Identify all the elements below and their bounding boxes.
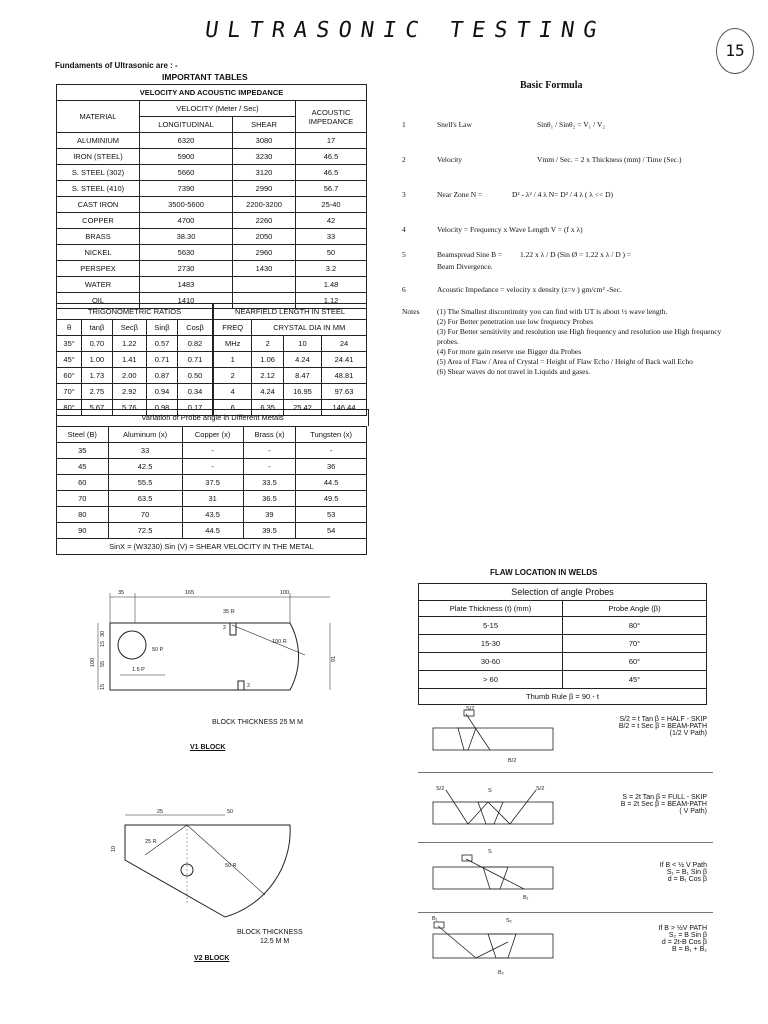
col-freq: FREQ	[214, 320, 252, 336]
note-item: (1) The Smallest discontinuity you can find with UT is about ½ wave length.	[437, 307, 668, 316]
table-cell: 25-40	[296, 197, 367, 213]
v1-dim: 15	[100, 640, 106, 647]
table-row	[57, 523, 367, 539]
table-row	[57, 459, 367, 475]
table-cell: 53	[296, 507, 367, 523]
table-cell: 0.17	[178, 400, 213, 416]
diagram-label: S₂	[506, 918, 512, 924]
table-cell: 39	[243, 507, 296, 523]
table-cell: 70°	[57, 384, 82, 400]
table-cell: 2050	[233, 229, 296, 245]
column-header: Copper (x)	[182, 427, 243, 443]
skip-line: (1/2 V Path)	[669, 730, 707, 737]
col-probe-angle: Probe Angle (β)	[563, 601, 707, 617]
diagram-label: S	[488, 849, 492, 855]
v2-dim: 50	[227, 809, 234, 815]
table-cell: 5.76	[112, 400, 146, 416]
probe-angle-header-row	[57, 427, 367, 443]
table-cell: 33	[296, 229, 367, 245]
col-shear: SHEAR	[233, 117, 296, 133]
table-cell: 4700	[140, 213, 233, 229]
table-cell: 80	[57, 507, 109, 523]
column-header: Steel (B)	[57, 427, 109, 443]
beyond-half-v-diagram	[428, 912, 568, 982]
formula-number: 4	[402, 225, 406, 234]
half-skip-formula	[582, 716, 707, 737]
table-cell: 2990	[233, 181, 296, 197]
table-cell: 2260	[233, 213, 296, 229]
table-cell: CAST IRON	[57, 197, 140, 213]
table-row	[57, 384, 213, 400]
table-cell: 54	[296, 523, 367, 539]
important-tables-heading: IMPORTANT TABLES	[162, 72, 248, 82]
table-cell: -	[182, 443, 243, 459]
v1-dim: 15	[100, 683, 106, 690]
full-skip-diagram	[428, 780, 568, 835]
note-item: (2) For Better penetration use low frequency Probes	[437, 317, 593, 326]
table-row	[214, 384, 367, 400]
table-cell: 70	[57, 491, 109, 507]
table-cell: S. STEEL (302)	[57, 165, 140, 181]
col-velocity: VELOCITY (Meter / Sec)	[140, 101, 296, 117]
col-plate-thickness: Plate Thickness (t) (mm)	[419, 601, 563, 617]
table-cell: 16.95	[283, 384, 321, 400]
table-cell: 56.7	[296, 181, 367, 197]
full-skip-formula	[582, 794, 707, 815]
v2-dim: 50 R	[225, 863, 237, 869]
table-cell: 39.5	[243, 523, 296, 539]
formula-number: 1	[402, 120, 406, 129]
table-row	[57, 261, 367, 277]
column-header: Tungsten (x)	[296, 427, 367, 443]
note-item: (3) For Better sensitivity and resolution use High frequency and resolution use High frequency probes.	[437, 327, 722, 346]
table-cell: 1.73	[82, 368, 112, 384]
table-cell	[233, 277, 296, 293]
velocity-table	[56, 84, 367, 309]
skip-line: ( V Path)	[679, 808, 707, 815]
v2-dim: 25 R	[145, 839, 157, 845]
table-cell: 80°	[57, 400, 82, 416]
table-cell: 42	[296, 213, 367, 229]
table-cell: -	[296, 443, 367, 459]
formula-list	[402, 112, 732, 312]
table-cell: 6	[214, 400, 252, 416]
formula-label: Velocity = Frequency x Wave Length V = (f x λ)	[437, 225, 583, 234]
skip-line: If B < ½ V Path	[659, 862, 707, 869]
v1-dim: 30	[100, 630, 106, 637]
v1-dim: 91	[331, 655, 337, 662]
col-material: MATERIAL	[57, 101, 140, 133]
table-row	[214, 368, 367, 384]
table-row	[57, 229, 367, 245]
v1-dim: 100	[280, 590, 290, 596]
v2-thickness-value: 12.5 M M	[260, 938, 290, 945]
table-cell: 0.82	[178, 336, 213, 352]
diagram-label: B₂	[498, 970, 504, 976]
table-cell: 42.5	[108, 459, 182, 475]
table-cell: 0.98	[146, 400, 177, 416]
page-number-mark: 15	[716, 28, 754, 74]
diagram-label: S/2	[466, 706, 475, 712]
table-cell: 5660	[140, 165, 233, 181]
v2-thickness: BLOCK THICKNESS	[237, 929, 303, 936]
v1-dim: 165	[185, 590, 195, 596]
table-cell: 3.2	[296, 261, 367, 277]
table-cell: 5900	[140, 149, 233, 165]
col-dia-24: 24	[322, 336, 367, 352]
table-cell: 33.5	[243, 475, 296, 491]
table-cell: 7390	[140, 181, 233, 197]
table-cell: 48.81	[322, 368, 367, 384]
table-cell: 43.5	[182, 507, 243, 523]
note-item: (4) For more gain reserve use Bigger dia Probes	[437, 347, 582, 356]
table-cell: -	[243, 443, 296, 459]
table-cell: 0.70	[82, 336, 112, 352]
v1-dim: 100	[90, 657, 96, 667]
table-row	[57, 507, 367, 523]
table-cell: 63.5	[108, 491, 182, 507]
table-cell: 0.50	[178, 368, 213, 384]
nearfield-table	[213, 303, 367, 416]
formula-expression: Sinθ₁ / Sinθ₂ = V₁ / V₂	[537, 120, 605, 129]
formula-expression: D² - λ² / 4 λ N= D² / 4 λ ( λ << D)	[512, 190, 614, 199]
table-row	[57, 133, 367, 149]
table-cell: 50	[296, 245, 367, 261]
beyond-half-v-formula	[582, 925, 707, 953]
basic-formula-title: Basic Formula	[520, 80, 583, 91]
table-cell: > 60	[419, 671, 563, 689]
diagram-label: S	[488, 788, 492, 794]
formula-expression: Vmm / Sec. = 2 x Thickness (mm) / Time (Sec.)	[537, 155, 682, 164]
divider	[418, 842, 713, 843]
notes-label: Notes	[402, 307, 420, 316]
table-cell: 0.71	[146, 352, 177, 368]
table-cell: 45°	[563, 671, 707, 689]
table-cell: 36.5	[243, 491, 296, 507]
skip-line: B/2 = t Sec β = BEAM-PATH	[618, 723, 707, 730]
half-skip-diagram	[428, 706, 568, 766]
table-cell: 45	[57, 459, 109, 475]
table-cell: 2960	[233, 245, 296, 261]
angle-probe-table-title: Selection of angle Probes	[419, 584, 707, 601]
trig-table	[56, 303, 213, 416]
table-cell: 30-60	[419, 653, 563, 671]
table-cell: PERSPEX	[57, 261, 140, 277]
velocity-table-title: VELOCITY AND ACOUSTIC IMPEDANCE	[57, 85, 367, 101]
diagram-label: S/2	[436, 786, 445, 792]
skip-line: B = B₁ + B₂	[671, 946, 707, 953]
column-header: Cosβ	[178, 320, 213, 336]
v2-dim: 10	[111, 845, 117, 852]
flaw-location-title: FLAW LOCATION IN WELDS	[490, 568, 598, 577]
table-cell: 36	[296, 459, 367, 475]
table-row	[419, 653, 707, 671]
column-header: Sinβ	[146, 320, 177, 336]
diagram-label: B/2	[508, 758, 517, 764]
table-cell: 2730	[140, 261, 233, 277]
col-dia-10: 10	[283, 336, 321, 352]
v1-dim: 35	[118, 590, 125, 596]
table-cell: 2200-3200	[233, 197, 296, 213]
formula-label: Snell's Law	[437, 120, 472, 129]
table-cell: 2.75	[82, 384, 112, 400]
formula-expression: 1.22 x λ / D (Sin Ø = 1.22 x λ / D ) =	[520, 250, 632, 259]
table-cell: 45°	[57, 352, 82, 368]
skip-line: If B > ½V PATH	[658, 925, 707, 932]
table-cell: OIL	[57, 293, 140, 309]
v1-block-drawing	[90, 585, 360, 710]
col-longitudinal: LONGITUDINAL	[140, 117, 233, 133]
table-cell: 46.5	[296, 165, 367, 181]
table-cell: WATER	[57, 277, 140, 293]
divider	[418, 772, 713, 773]
table-row	[57, 245, 367, 261]
col-impedance: ACOUSTIC IMPEDANCE	[296, 101, 367, 133]
diagram-label: B₁	[432, 916, 438, 922]
notes-list	[437, 307, 727, 377]
trig-table-title: TRIGONOMETRIC RATIOS	[57, 304, 213, 320]
v1-dim: 100 R	[272, 639, 287, 645]
table-cell: 0.34	[178, 384, 213, 400]
table-cell: 3120	[233, 165, 296, 181]
probe-angle-table	[56, 426, 367, 555]
table-row	[57, 443, 367, 459]
nearfield-table-title: NEARFIELD LENGTH IN STEEL	[214, 304, 367, 320]
table-cell: 70	[108, 507, 182, 523]
table-cell: 5630	[140, 245, 233, 261]
v1-dim: 55	[100, 660, 106, 667]
formula-label: Beam Divergence.	[437, 262, 493, 271]
skip-line: S₁ = B₁ Sin β	[666, 869, 707, 876]
table-cell: 15-30	[419, 635, 563, 653]
column-header: tanβ	[82, 320, 112, 336]
formula-number: 5	[402, 250, 406, 259]
table-row	[57, 197, 367, 213]
table-cell: 6.35	[252, 400, 283, 416]
table-cell: 0.57	[146, 336, 177, 352]
table-cell: 1483	[140, 277, 233, 293]
fundamentals-heading: Fundaments of Ultrasonic are : -	[55, 61, 178, 70]
note-item: (6) Shear waves do not travel in Liquids and gases.	[437, 367, 591, 376]
table-cell: 2	[214, 368, 252, 384]
v2-block-drawing	[105, 805, 305, 925]
table-row	[57, 475, 367, 491]
partial-v-formula	[582, 862, 707, 883]
col-dia-2: 2	[252, 336, 283, 352]
formula-label: Beamspread Sine B =	[437, 250, 503, 259]
table-cell: 8.47	[283, 368, 321, 384]
table-cell: 33	[108, 443, 182, 459]
table-row	[419, 635, 707, 653]
thumb-rule: Thumb Rule β = 90 - t	[419, 689, 707, 705]
table-cell: COPPER	[57, 213, 140, 229]
col-crystal: CRYSTAL DIA IN MM	[252, 320, 367, 336]
table-row	[57, 368, 213, 384]
table-cell: -	[182, 459, 243, 475]
table-cell: 4	[214, 384, 252, 400]
diagram-label: B₁	[523, 895, 529, 901]
table-cell: 80°	[563, 617, 707, 635]
skip-line: S₂ = B Sin β	[668, 932, 707, 939]
table-row	[57, 336, 213, 352]
table-row	[57, 181, 367, 197]
table-row	[57, 165, 367, 181]
v1-dim: 1.5 P	[132, 667, 145, 673]
trig-header-row	[57, 320, 213, 336]
partial-v-diagram	[428, 845, 568, 905]
v1-dim: 2	[247, 683, 251, 689]
table-cell: 6320	[140, 133, 233, 149]
probe-angle-footer: SinX = (W3230) Sin (V) = SHEAR VELOCITY IN THE METAL	[57, 539, 367, 555]
v1-dim: 35 R	[223, 609, 235, 615]
table-cell: 55.5	[108, 475, 182, 491]
table-cell: 35°	[57, 336, 82, 352]
table-row	[214, 352, 367, 368]
table-cell: 4.24	[252, 384, 283, 400]
column-header: Aluminum (x)	[108, 427, 182, 443]
table-cell: 44.5	[182, 523, 243, 539]
v1-dim: 50 P	[152, 647, 164, 653]
formula-number: 3	[402, 190, 406, 199]
table-cell: 70°	[563, 635, 707, 653]
table-cell: 72.5	[108, 523, 182, 539]
formula-number: 6	[402, 285, 406, 294]
table-cell: IRON (STEEL)	[57, 149, 140, 165]
table-cell: -	[243, 459, 296, 475]
table-cell: 4.24	[283, 352, 321, 368]
table-cell: 2.00	[112, 368, 146, 384]
table-cell: 38.30	[140, 229, 233, 245]
table-row	[57, 491, 367, 507]
table-cell: 31	[182, 491, 243, 507]
table-cell: 49.5	[296, 491, 367, 507]
column-header: Secβ	[112, 320, 146, 336]
table-cell: 1.48	[296, 277, 367, 293]
skip-line: S/2 = t Tan β = HALF - SKIP	[619, 716, 707, 723]
formula-label: Velocity	[437, 155, 462, 164]
table-cell: 97.63	[322, 384, 367, 400]
table-cell: 5-15	[419, 617, 563, 635]
table-cell: 0.87	[146, 368, 177, 384]
skip-line: d = B₁ Cos β	[667, 876, 707, 883]
table-cell: 3080	[233, 133, 296, 149]
table-cell: 17	[296, 133, 367, 149]
table-cell: 1.41	[112, 352, 146, 368]
table-cell: 35	[57, 443, 109, 459]
note-item: (5) Area of Flaw / Area of Crystal = Height of Flaw Echo / Height of Back wall Echo	[437, 357, 693, 366]
v2-block-label: V2 BLOCK	[194, 955, 230, 962]
table-cell: 60°	[57, 368, 82, 384]
col-unit: MHz	[214, 336, 252, 352]
table-cell: 3500-5600	[140, 197, 233, 213]
probe-angle-title: Variation of Probe angle in Different Metals	[56, 409, 369, 426]
skip-line: B = 2t Sec β = BEAM-PATH	[620, 801, 707, 808]
v1-dim: 2	[223, 625, 227, 631]
table-cell: 60°	[563, 653, 707, 671]
formula-label: Acoustic Impedance = velocity x density (z=v ) gm/cm² -Sec.	[437, 285, 622, 294]
skip-line: d = 2t-B Cos β	[661, 939, 707, 946]
table-cell: 3230	[233, 149, 296, 165]
table-row	[419, 617, 707, 635]
table-row	[57, 277, 367, 293]
v2-dim: 25	[157, 809, 164, 815]
skip-line: S = 2t Tan β = FULL - SKIP	[622, 794, 707, 801]
table-cell: BRASS	[57, 229, 140, 245]
table-cell: 1	[214, 352, 252, 368]
table-cell: 1410	[140, 293, 233, 309]
table-row	[57, 213, 367, 229]
table-row	[57, 352, 213, 368]
formula-label: Near Zone N =	[437, 190, 483, 199]
table-cell: 146.44	[322, 400, 367, 416]
table-cell: 44.5	[296, 475, 367, 491]
table-cell: 5.67	[82, 400, 112, 416]
table-cell: ALUMINIUM	[57, 133, 140, 149]
table-cell: 1.06	[252, 352, 283, 368]
v1-thickness: BLOCK THICKNESS 25 M M	[212, 719, 303, 726]
page-handwritten-title: ULTRASONIC TESTING	[203, 18, 608, 43]
diagram-label: S/2	[536, 786, 545, 792]
table-cell: 60	[57, 475, 109, 491]
table-cell: 2.92	[112, 384, 146, 400]
column-header: Brass (x)	[243, 427, 296, 443]
table-cell: 90	[57, 523, 109, 539]
table-cell: 24.41	[322, 352, 367, 368]
column-header: θ	[57, 320, 82, 336]
table-cell: 0.71	[178, 352, 213, 368]
table-cell: 1.22	[112, 336, 146, 352]
table-row	[419, 671, 707, 689]
table-cell: NICKEL	[57, 245, 140, 261]
angle-probe-table	[418, 583, 707, 705]
table-cell: 46.5	[296, 149, 367, 165]
table-cell: 1.12	[296, 293, 367, 309]
table-cell: 37.5	[182, 475, 243, 491]
formula-number: 2	[402, 155, 406, 164]
table-cell: S. STEEL (410)	[57, 181, 140, 197]
v1-block-label: V1 BLOCK	[190, 744, 226, 751]
table-cell: 0.94	[146, 384, 177, 400]
table-row	[57, 149, 367, 165]
table-cell: 1.00	[82, 352, 112, 368]
table-cell: 1430	[233, 261, 296, 277]
table-cell: 2.12	[252, 368, 283, 384]
table-cell: 25.42	[283, 400, 321, 416]
